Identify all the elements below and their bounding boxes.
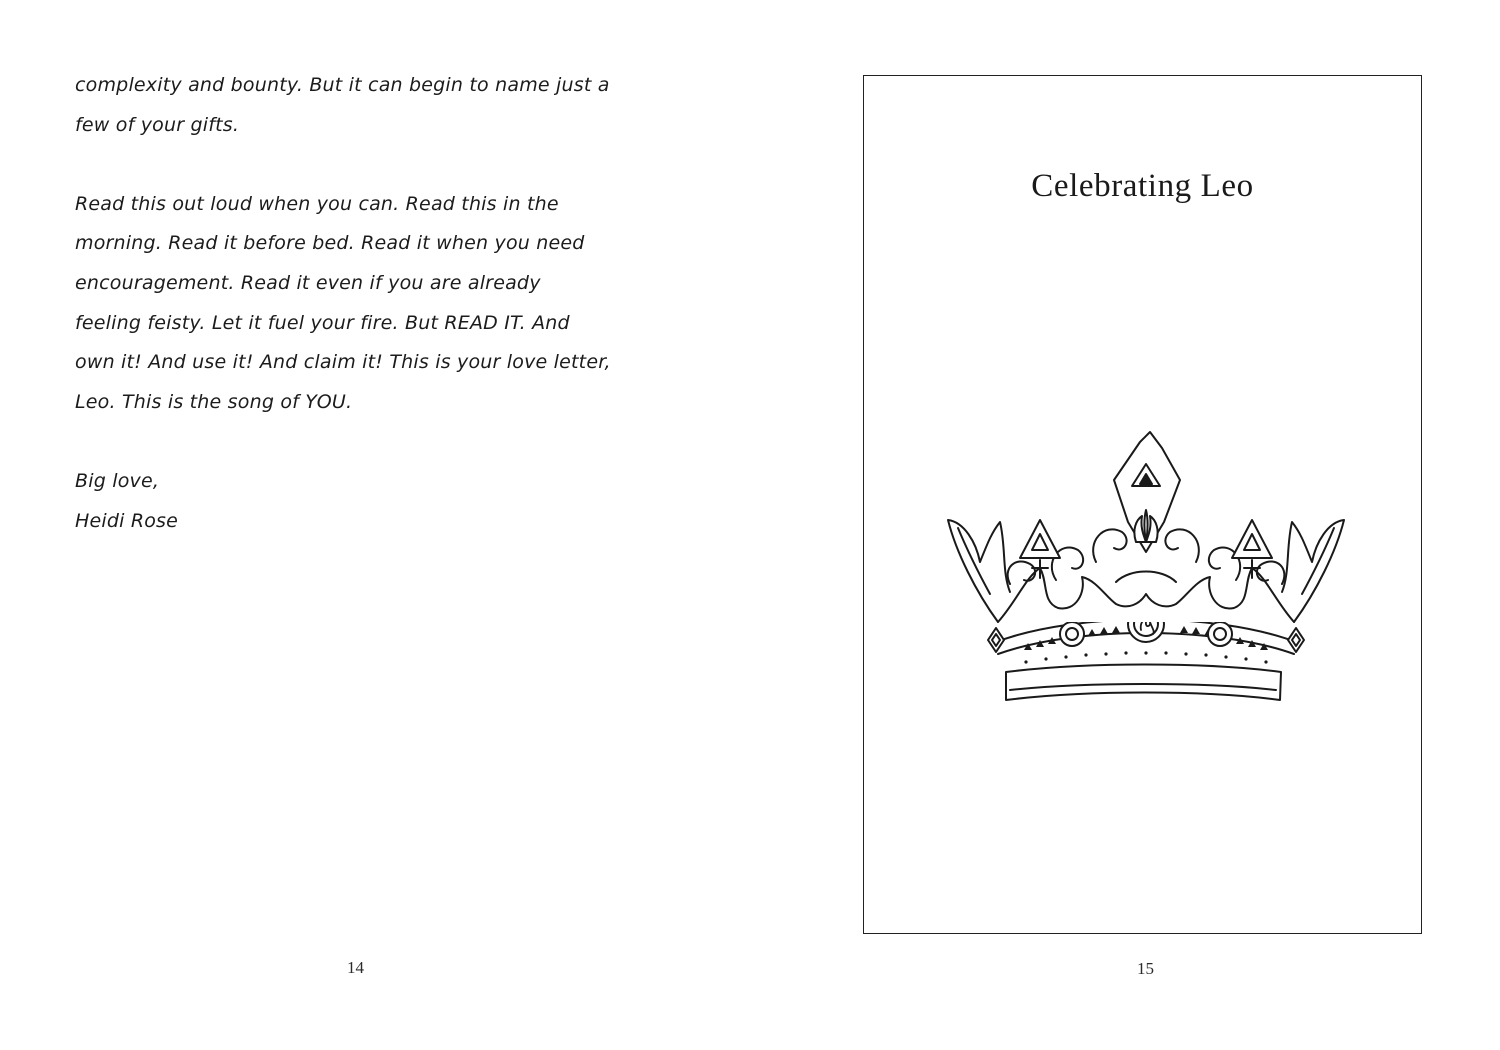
letter-line: few of your gifts. [75, 113, 240, 136]
letter-line: Read this out loud when you can. Read this in the [75, 192, 559, 215]
paragraph-gap [75, 145, 655, 185]
page-frame [863, 75, 1422, 934]
crown-icon [936, 372, 1352, 712]
chapter-title: Celebrating Leo [1031, 168, 1254, 204]
letter-text [75, 66, 655, 541]
right-page [750, 0, 1500, 1050]
letter-line: own it! And use it! And claim it! This is your love letter, [75, 351, 611, 374]
page-number-right: 15 [1137, 959, 1154, 978]
letter-line: morning. Read it before bed. Read it when you need [75, 232, 585, 255]
letter-line: feeling feisty. Let it fuel your fire. But READ IT. And [75, 311, 570, 334]
signoff-line: Big love, [75, 469, 160, 492]
letter-line: encouragement. Read it even if you are already [75, 271, 541, 294]
letter-line: Leo. This is the song of YOU. [75, 390, 353, 413]
paragraph-gap [75, 422, 655, 462]
page-number-left: 14 [347, 958, 364, 977]
signature-name: Heidi Rose [75, 509, 179, 532]
letter-line: complexity and bounty. But it can begin to name just a [75, 74, 610, 96]
